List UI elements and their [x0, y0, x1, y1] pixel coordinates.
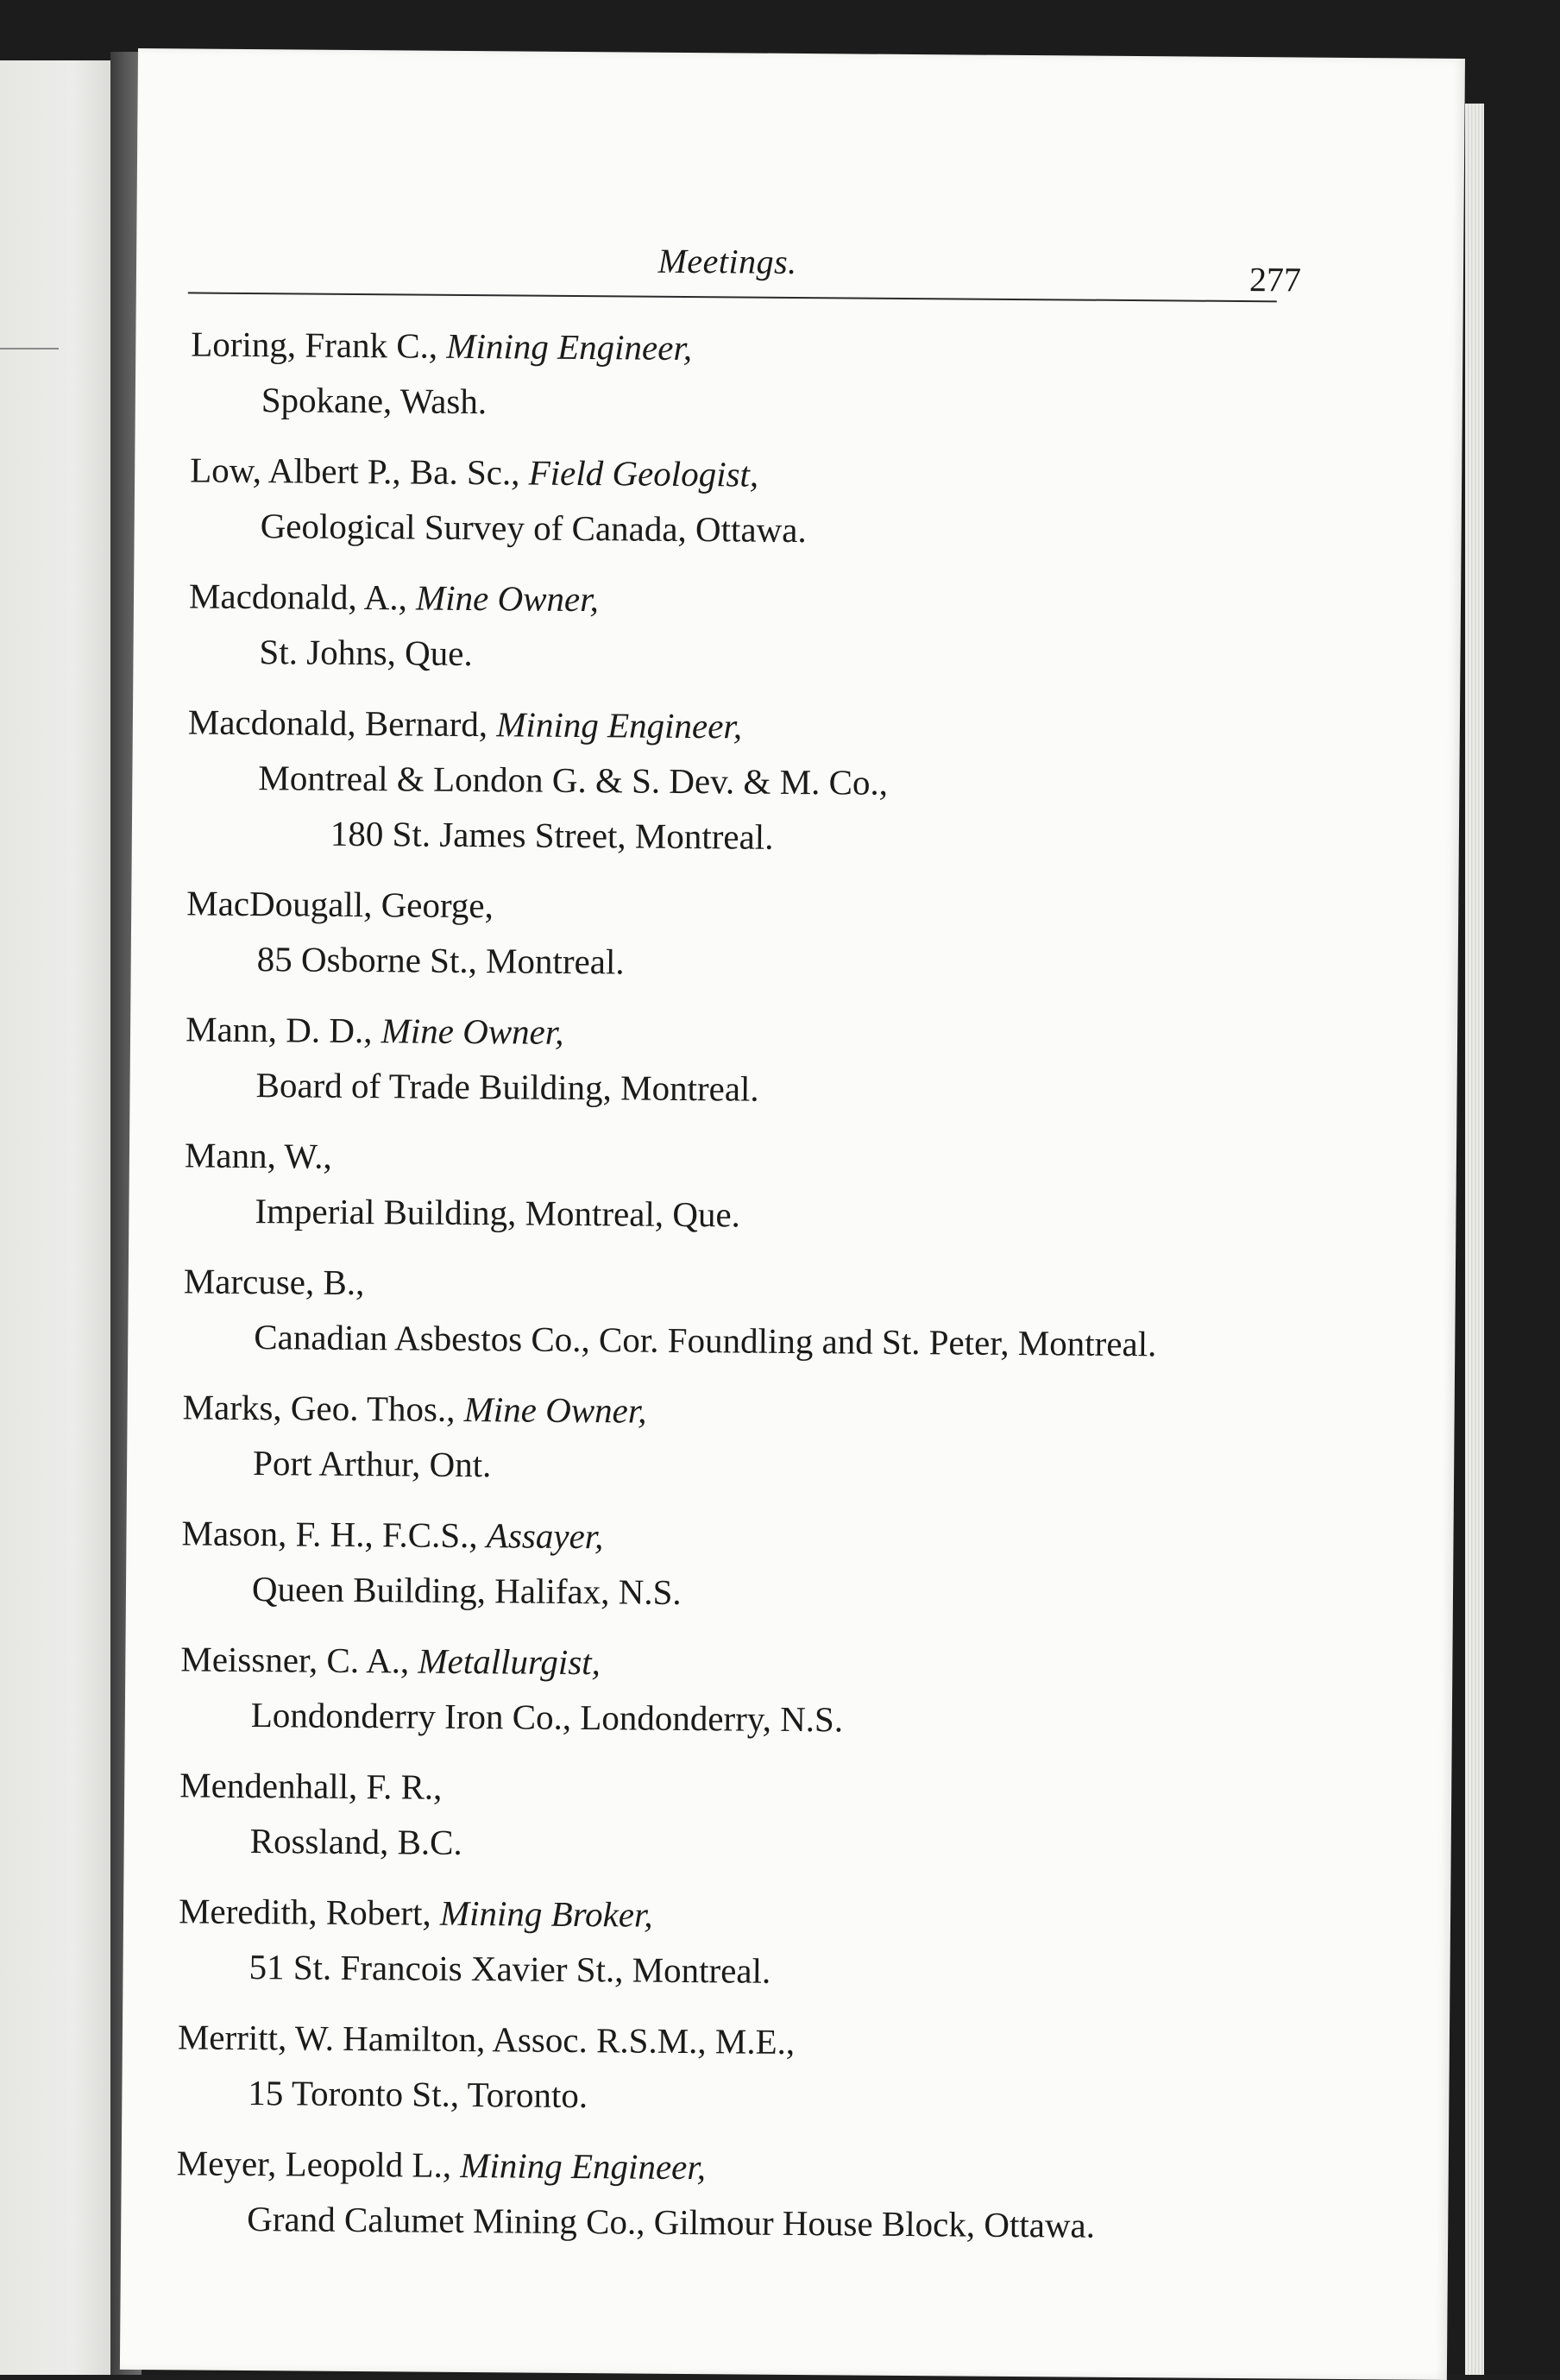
entry-heading-line: [178, 2009, 1299, 2073]
member-occupation: Mining Engineer,: [446, 325, 693, 368]
entry-heading-line: [184, 1253, 1305, 1317]
page-edges: [1465, 104, 1484, 2375]
entry-heading-line: [186, 1001, 1307, 1065]
entry-heading-line: [186, 875, 1308, 939]
entry-heading-line: [177, 2135, 1299, 2199]
member-address-line: Londonderry Iron Co., Londonderry, N.S.: [250, 1695, 844, 1740]
member-address-line: 180 St. James Street, Montreal.: [330, 813, 774, 857]
member-name: Meredith, Robert,: [178, 1891, 431, 1933]
member-name: Merritt, W. Hamilton, Assoc. R.S.M., M.E.,: [177, 2017, 796, 2062]
member-entry: [178, 1883, 1300, 2002]
book-page: [120, 48, 1465, 2380]
entry-heading-line: [190, 442, 1312, 506]
member-address-line: Port Arthur, Ont.: [252, 1443, 492, 1485]
entry-heading-line: [182, 1379, 1304, 1443]
member-address-line: Imperial Building, Montreal, Que.: [255, 1191, 741, 1235]
member-name: Loring, Frank C.,: [191, 324, 438, 366]
member-entry: [189, 442, 1312, 561]
member-address-line: Spokane, Wash.: [261, 380, 488, 422]
member-address-line: Geological Survey of Canada, Ottawa.: [260, 506, 807, 551]
facing-page-edge: [0, 60, 121, 2375]
member-name: Marks, Geo. Thos.,: [182, 1387, 456, 1429]
member-name: Mason, F. H., F.C.S.,: [181, 1513, 478, 1556]
member-entry: [179, 1757, 1301, 1876]
member-name: Macdonald, A.,: [188, 576, 408, 618]
member-address-line: Grand Calumet Mining Co., Gilmour House Block, Ottawa.: [247, 2199, 1096, 2245]
entry-heading-line: [189, 568, 1311, 632]
member-name: MacDougall, George,: [186, 883, 494, 926]
member-name: Mendenhall, F. R.,: [179, 1765, 443, 1807]
member-entry: [181, 1505, 1304, 1624]
entry-heading-line: [191, 316, 1312, 380]
member-occupation: Mine Owner,: [415, 577, 600, 620]
page-header: [188, 236, 1302, 299]
member-entry: [185, 1001, 1307, 1120]
member-name: Meissner, C. A.,: [180, 1639, 410, 1681]
member-occupation: Mining Engineer,: [460, 2144, 707, 2188]
member-entry: [180, 1631, 1303, 1750]
member-entry: [187, 694, 1310, 868]
member-occupation: Mining Engineer,: [496, 704, 743, 746]
member-name: Meyer, Leopold L.,: [176, 2143, 452, 2185]
member-address-line: Board of Trade Building, Montreal.: [255, 1065, 759, 1109]
member-name: Low, Albert P., Ba. Sc.,: [190, 450, 520, 493]
member-occupation: Mining Broker,: [439, 1892, 653, 1935]
member-occupation: Mine Owner,: [381, 1011, 564, 1052]
member-address-line: Canadian Asbestos Co., Cor. Foundling and St. Peter, Montreal.: [254, 1317, 1157, 1364]
member-address-line: 15 Toronto St., Toronto.: [248, 2073, 588, 2116]
entry-heading-line: [181, 1505, 1303, 1569]
member-name: Macdonald, Bernard,: [187, 702, 488, 745]
entry-heading-line: [188, 694, 1310, 758]
member-occupation: Mine Owner,: [463, 1388, 647, 1431]
running-title: Meetings.: [657, 241, 797, 281]
member-entry: [182, 1379, 1305, 1498]
member-name: Marcuse, B.,: [183, 1261, 365, 1303]
page-number: 277: [1249, 260, 1302, 299]
entry-heading-line: [180, 1631, 1302, 1695]
member-address-line: 51 St. Francois Xavier St., Montreal.: [248, 1947, 771, 1991]
entry-heading-line: [179, 1883, 1300, 1947]
member-occupation: Field Geologist,: [528, 452, 759, 494]
entry-heading-line: [179, 1757, 1301, 1821]
member-name: Mann, W.,: [184, 1135, 332, 1176]
member-occupation: Assayer,: [486, 1515, 604, 1557]
member-entry: [183, 1253, 1305, 1372]
member-address-line: St. Johns, Que.: [259, 632, 473, 674]
entry-heading-line: [185, 1127, 1306, 1191]
member-name: Mann, D. D.,: [185, 1009, 373, 1051]
member-entry: [177, 2009, 1299, 2128]
member-address-line: Queen Building, Halifax, N.S.: [251, 1569, 682, 1612]
member-entry: [176, 2135, 1299, 2254]
member-entry: [186, 875, 1308, 994]
member-address-line: 85 Osborne St., Montreal.: [256, 939, 625, 982]
member-list: [176, 316, 1313, 2270]
member-address-line: Rossland, B.C.: [249, 1821, 462, 1862]
facing-page-rule: [0, 348, 59, 349]
member-entry: [188, 568, 1311, 687]
member-occupation: Metallurgist,: [418, 1640, 601, 1683]
member-entry: [191, 316, 1313, 435]
member-address-line: Montreal & London G. & S. Dev. & M. Co.,: [258, 758, 889, 803]
member-entry: [184, 1127, 1306, 1246]
